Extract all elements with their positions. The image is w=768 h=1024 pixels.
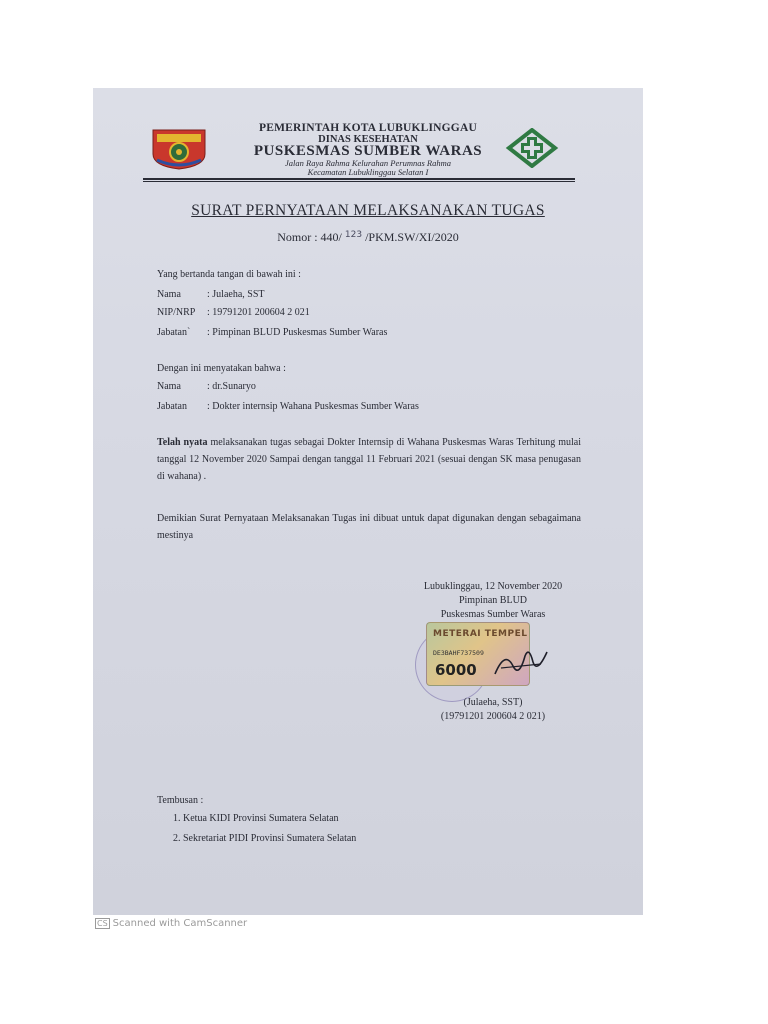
document-number (93, 230, 643, 245)
signer-nip-signature: (19791201 200604 2 021) (440, 711, 546, 722)
statement-text: melaksanakan tugas sebagai Dokter Internsip di Wahana Puskesmas Waras Terhitung mulai tanggal 12 November 2020 Sampai dengan tanggal 11 Februari 2021 (sesuai dengan SK masa penugasan di wahana) . (157, 437, 581, 482)
tembusan-label: Tembusan : (157, 795, 204, 806)
signature-position-2: Puskesmas Sumber Waras (440, 609, 546, 620)
handwritten-signature (491, 644, 551, 684)
declared-name-label: Nama (157, 381, 181, 392)
signature-place-date: Lubuklinggau, 12 November 2020 (423, 581, 563, 592)
signer-name-signature: (Julaeha, SST) (463, 697, 523, 708)
document-page (93, 88, 643, 915)
signer-nip-value: : 19791201 200604 2 021 (207, 307, 310, 318)
number-suffix: /PKM.SW/XI/2020 (365, 230, 459, 244)
tembusan-item: 1. Ketua KIDI Provinsi Sumatera Selatan (173, 813, 339, 824)
number-handwritten: 123 (344, 230, 363, 240)
declared-name-value: : dr.Sunaryo (207, 381, 256, 392)
letterhead-rule-thin (143, 181, 575, 182)
camscanner-logo-icon: CS (97, 919, 108, 928)
letterhead-line-3: PUSKESMAS SUMBER WARAS (253, 143, 483, 159)
declared-position-label: Jabatan (157, 401, 187, 412)
signer-name-label: Nama (157, 289, 181, 300)
signer-name-value: : Julaeha, SST (207, 289, 265, 300)
revenue-stamp-value: 6000 (435, 661, 477, 679)
signature-position-1: Pimpinan BLUD (458, 595, 528, 606)
declared-position-value: : Dokter internsip Wahana Puskesmas Sumber Waras (207, 401, 419, 412)
signer-nip-label: NIP/NRP (157, 307, 196, 318)
letterhead-rule (143, 178, 575, 180)
letterhead-line-2: DINAS KESEHATAN (318, 134, 418, 145)
tembusan-item: 2. Sekretariat PIDI Provinsi Sumatera Selatan (173, 833, 357, 844)
signer-intro: Yang bertanda tangan di bawah ini : (157, 269, 301, 280)
revenue-stamp-title: METERAI TEMPEL (433, 629, 528, 639)
puskesmas-logo (501, 128, 563, 168)
camscanner-watermark (95, 918, 247, 929)
signer-position-label: Jabatan` (157, 327, 191, 338)
signer-position-value: : Pimpinan BLUD Puskesmas Sumber Waras (207, 327, 388, 338)
number-prefix: Nomor : 440/ (277, 230, 342, 244)
revenue-stamp-code: DE3BAHF737509 (433, 649, 484, 657)
document-title: SURAT PERNYATAAN MELAKSANAKAN TUGAS (191, 202, 545, 219)
statement-bold: Telah nyata (157, 437, 208, 448)
letterhead-address-2: Kecamatan Lubuklinggau Selatan I (307, 167, 429, 177)
closing-paragraph: Demikian Surat Pernyataan Melaksanakan Tugas ini dibuat untuk dapat digunakan dengan sebagaimana mestinya (157, 513, 581, 541)
camscanner-text: Scanned with CamScanner (112, 918, 248, 929)
letterhead-address-1: Jalan Raya Rahma Kelurahan Perumnas Rahma (285, 158, 451, 168)
statement-paragraph (157, 434, 581, 485)
letterhead-line-1: PEMERINTAH KOTA LUBUKLINGGAU (259, 122, 477, 134)
declared-intro: Dengan ini menyatakan bahwa : (157, 363, 286, 374)
